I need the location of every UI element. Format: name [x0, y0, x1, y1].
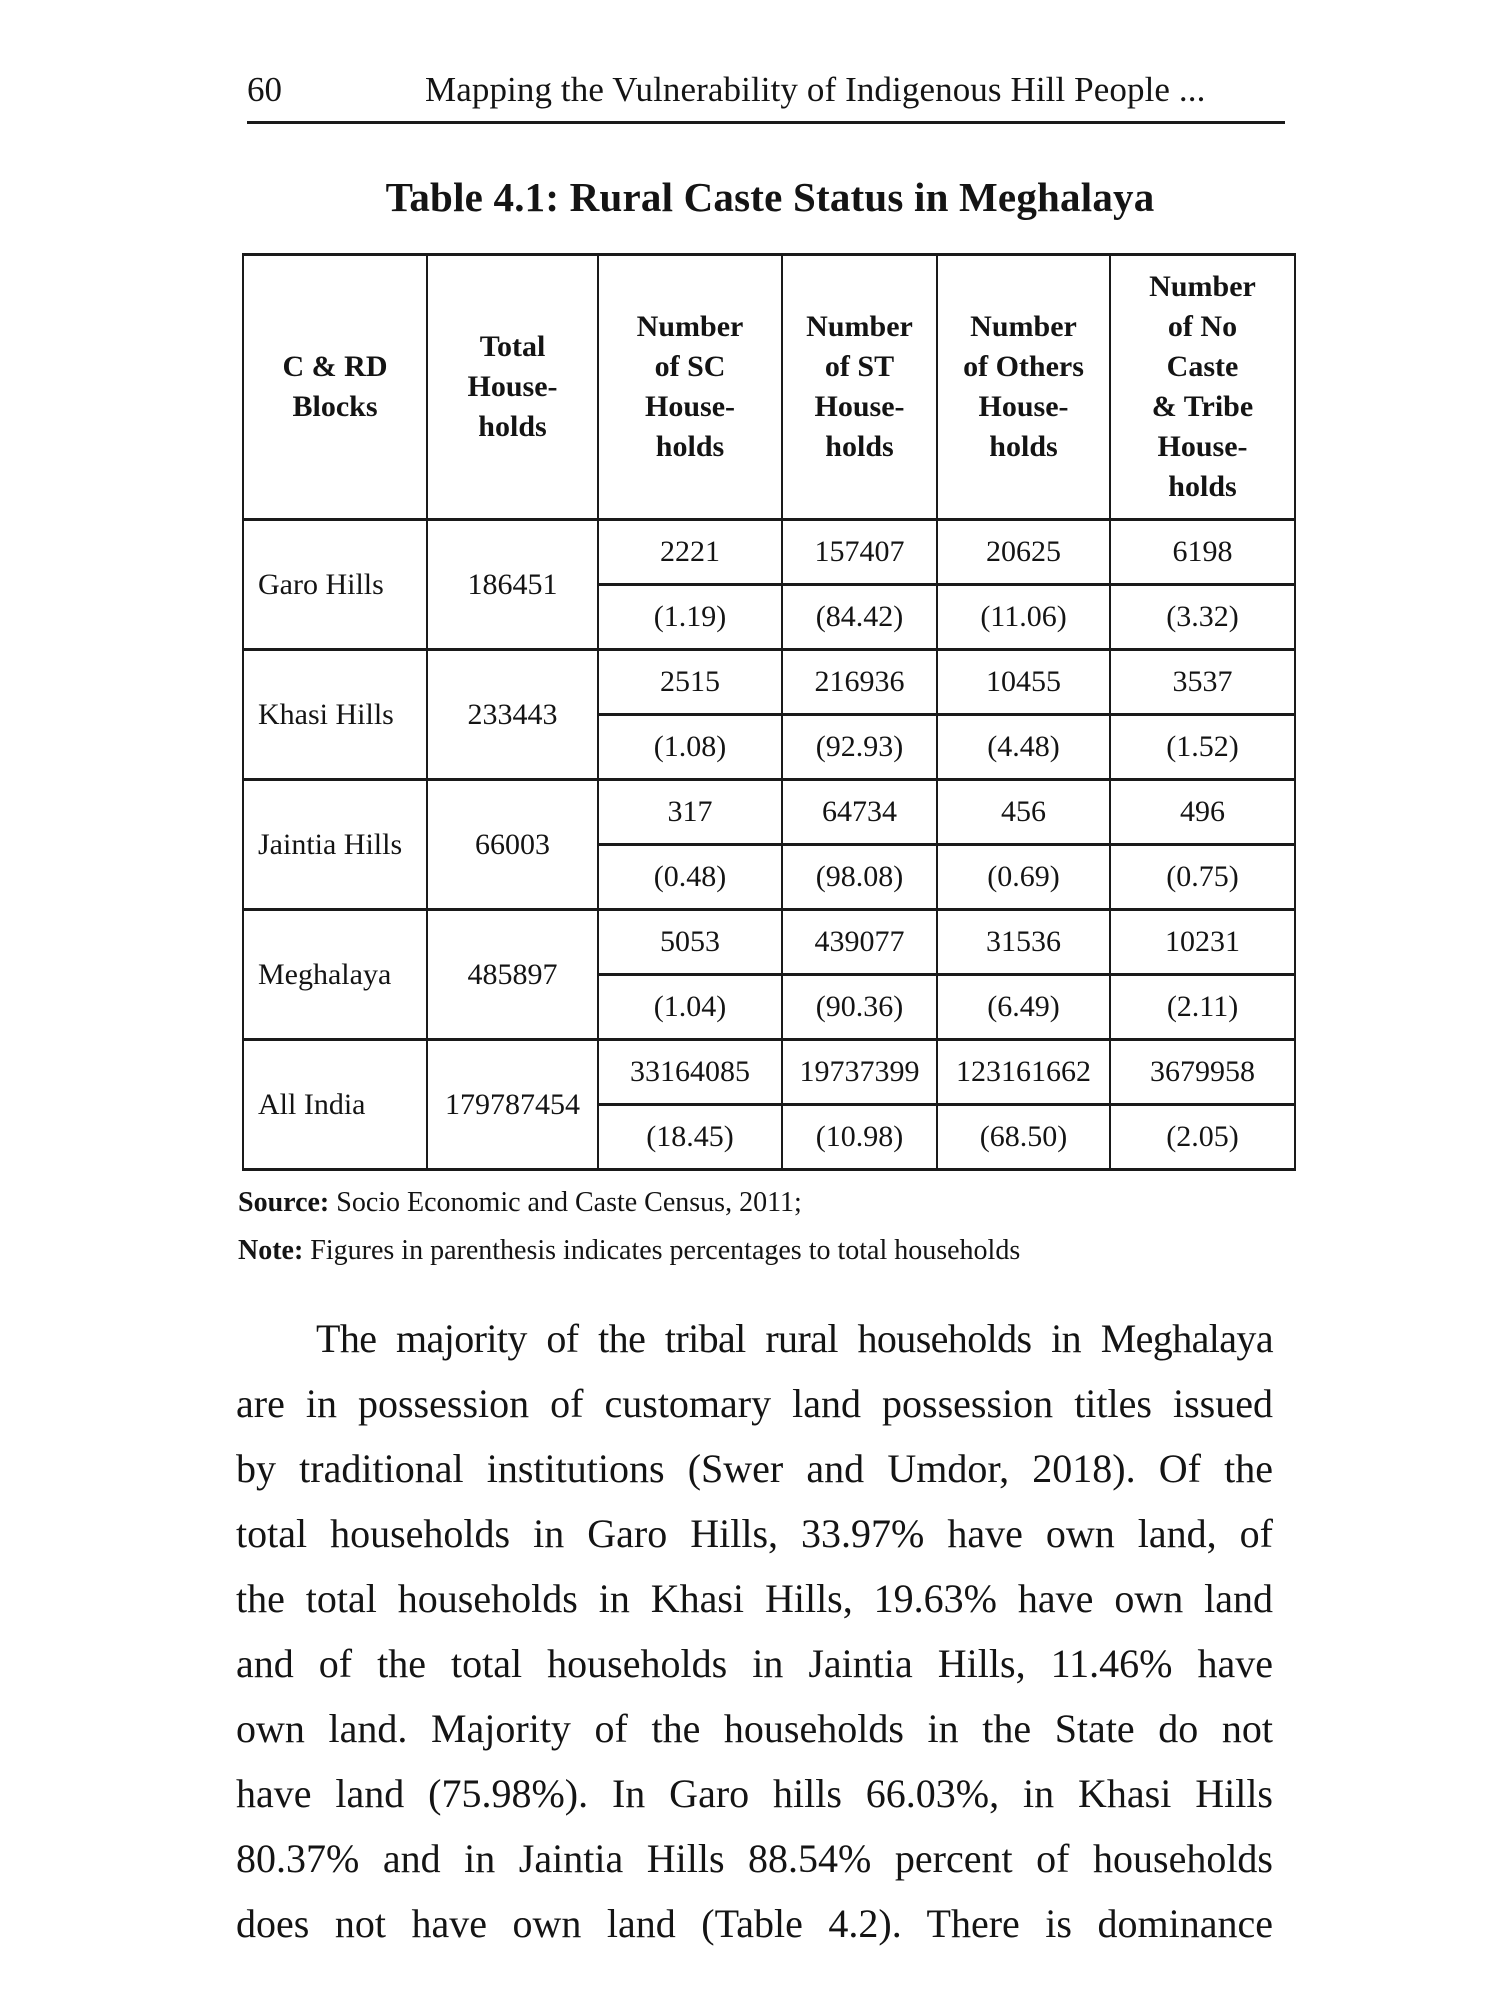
total-households-cell: 179787454	[427, 1040, 598, 1170]
column-header-line: holds	[825, 430, 894, 463]
count-cell: 6198	[1110, 520, 1295, 585]
total-households-cell: 66003	[427, 780, 598, 910]
column-header	[427, 255, 598, 520]
percent-cell: (0.48)	[598, 845, 782, 910]
count-cell: 123161662	[937, 1040, 1110, 1105]
count-cell: 64734	[782, 780, 937, 845]
paragraph-line: total households in Garo Hills, 33.97% have own land, of	[236, 1511, 1273, 1556]
percent-cell: (6.49)	[937, 975, 1110, 1040]
column-header-line: Number	[636, 310, 744, 343]
column-header-line: Number	[1149, 270, 1256, 303]
column-header-line: House-	[467, 370, 558, 403]
body-paragraph	[236, 1306, 1273, 1956]
percent-cell: (84.42)	[782, 585, 937, 650]
table-title: Table 4.1: Rural Caste Status in Meghalaya	[385, 174, 1155, 220]
count-cell: 317	[598, 780, 782, 845]
paragraph-line: are in possession of customary land possession titles issued	[236, 1381, 1273, 1426]
column-header-line: of No	[1167, 310, 1238, 343]
column-header-line: of Others	[963, 350, 1084, 383]
count-cell: 157407	[782, 520, 937, 585]
page-number: 60	[247, 70, 282, 109]
paragraph-line: the total households in Khasi Hills, 19.63% have own land	[236, 1576, 1273, 1621]
column-header	[598, 255, 782, 520]
percent-cell: (4.48)	[937, 715, 1110, 780]
block-name-cell: Khasi Hills	[243, 650, 427, 780]
paragraph-line: own land. Majority of the households in the State do not	[236, 1706, 1273, 1751]
count-cell: 33164085	[598, 1040, 782, 1105]
column-header-line: House-	[645, 390, 735, 423]
source-text: Socio Economic and Caste Census, 2011;	[329, 1187, 802, 1218]
percent-cell: (92.93)	[782, 715, 937, 780]
count-cell: 496	[1110, 780, 1295, 845]
block-name-cell: Jaintia Hills	[243, 780, 427, 910]
table-header-row	[243, 255, 1295, 520]
column-header	[243, 255, 427, 520]
caste-status-table	[242, 253, 1296, 1171]
count-cell: 2515	[598, 650, 782, 715]
percent-cell: (68.50)	[937, 1105, 1110, 1170]
note-text: Figures in parenthesis indicates percentages to total households	[303, 1235, 1021, 1266]
count-cell: 439077	[782, 910, 937, 975]
column-header-line: House-	[814, 390, 905, 423]
column-header-line: Total	[479, 330, 546, 363]
percent-cell: (11.06)	[937, 585, 1110, 650]
block-name-cell: Garo Hills	[243, 520, 427, 650]
count-cell: 19737399	[782, 1040, 937, 1105]
header-rule	[247, 121, 1285, 124]
table-body	[243, 520, 1295, 1170]
column-header	[937, 255, 1110, 520]
percent-cell: (1.52)	[1110, 715, 1295, 780]
table-row	[243, 1040, 1295, 1105]
percent-cell: (0.75)	[1110, 845, 1295, 910]
running-head-title: Mapping the Vulnerability of Indigenous Hill People ...	[425, 70, 1206, 109]
column-header-line: of SC	[654, 350, 726, 383]
column-header-line: House-	[978, 390, 1069, 423]
percent-cell: (1.19)	[598, 585, 782, 650]
column-header	[782, 255, 937, 520]
note-line	[238, 1227, 1020, 1275]
table-row	[243, 780, 1295, 845]
count-cell: 456	[937, 780, 1110, 845]
percent-cell: (3.32)	[1110, 585, 1295, 650]
count-cell: 10231	[1110, 910, 1295, 975]
total-households-cell: 186451	[427, 520, 598, 650]
column-header	[1110, 255, 1295, 520]
column-header-line: C & RD	[282, 350, 388, 383]
paragraph-line: by traditional institutions (Swer and Umdor, 2018). Of the	[236, 1446, 1273, 1491]
table-row	[243, 520, 1295, 585]
running-head	[247, 68, 1285, 112]
count-cell: 31536	[937, 910, 1110, 975]
count-cell: 10455	[937, 650, 1110, 715]
source-label: Source:	[238, 1187, 330, 1218]
percent-cell: (18.45)	[598, 1105, 782, 1170]
count-cell: 216936	[782, 650, 937, 715]
source-note	[238, 1179, 1020, 1275]
count-cell: 3679958	[1110, 1040, 1295, 1105]
percent-cell: (1.04)	[598, 975, 782, 1040]
paragraph-line: does not have own land (Table 4.2). There is dominance	[236, 1901, 1273, 1946]
count-cell: 20625	[937, 520, 1110, 585]
paragraph-line: The majority of the tribal rural households in Meghalaya	[316, 1316, 1273, 1361]
percent-cell: (0.69)	[937, 845, 1110, 910]
percent-cell: (10.98)	[782, 1105, 937, 1170]
column-header-line: Blocks	[292, 390, 378, 423]
column-header-line: holds	[478, 410, 547, 443]
total-households-cell: 485897	[427, 910, 598, 1040]
column-header-line: holds	[1168, 470, 1237, 503]
percent-cell: (90.36)	[782, 975, 937, 1040]
column-header-line: House-	[1157, 430, 1248, 463]
percent-cell: (2.11)	[1110, 975, 1295, 1040]
block-name-cell: All India	[243, 1040, 427, 1170]
column-header-line: & Tribe	[1151, 390, 1254, 423]
table-row	[243, 650, 1295, 715]
paragraph-line: have land (75.98%). In Garo hills 66.03%, in Khasi Hills	[236, 1771, 1273, 1816]
count-cell: 5053	[598, 910, 782, 975]
total-households-cell: 233443	[427, 650, 598, 780]
percent-cell: (98.08)	[782, 845, 937, 910]
block-name-cell: Meghalaya	[243, 910, 427, 1040]
percent-cell: (1.08)	[598, 715, 782, 780]
count-cell: 2221	[598, 520, 782, 585]
paragraph-line: and of the total households in Jaintia Hills, 11.46% have	[236, 1641, 1273, 1686]
column-header-line: Caste	[1166, 350, 1239, 383]
column-header-line: holds	[655, 430, 725, 463]
count-cell: 3537	[1110, 650, 1295, 715]
percent-cell: (2.05)	[1110, 1105, 1295, 1170]
paragraph-line: 80.37% and in Jaintia Hills 88.54% percent of households	[236, 1836, 1273, 1881]
table-row	[243, 910, 1295, 975]
column-header-line: Number	[806, 310, 913, 343]
column-header-line: of ST	[824, 350, 895, 383]
column-header-line: Number	[970, 310, 1077, 343]
note-label: Note:	[238, 1235, 304, 1266]
source-line	[238, 1179, 1020, 1227]
column-header-line: holds	[989, 430, 1058, 463]
